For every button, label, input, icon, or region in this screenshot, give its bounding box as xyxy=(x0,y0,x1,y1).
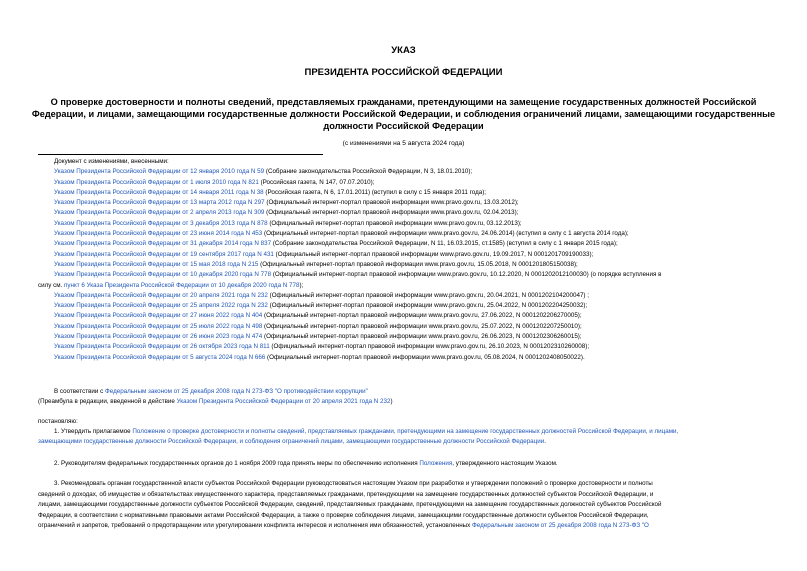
paragraph-text: ограничений и запретов, требований о предотвращении или урегулировании конфликта интересов и исполнения ими обязанностей, установленных xyxy=(38,522,472,530)
amendment-link[interactable]: Указом Президента Российской Федерации от 19 сентября 2017 года N 431 xyxy=(54,250,274,258)
amendment-link[interactable]: Указом Президента Российской Федерации от 26 июня 2023 года N 474 xyxy=(54,333,263,341)
amendment-link[interactable]: Указом Президента Российской Федерации от 27 июня 2022 года N 404 xyxy=(54,312,263,320)
regulation-link[interactable]: Положения xyxy=(419,460,453,467)
change-item xyxy=(38,250,790,260)
decree-heading: УКАЗ xyxy=(391,45,416,56)
change-item xyxy=(38,332,790,342)
amendment-source: (Официальный интернет-портал правовой информации www.pravo.gov.ru, 13.03.2012); xyxy=(264,199,519,207)
change-item xyxy=(38,198,790,208)
title-line: должности Российской Федерации xyxy=(323,121,484,131)
change-item xyxy=(38,188,790,198)
decree-word: постановляю: xyxy=(38,418,78,425)
change-item xyxy=(38,301,790,311)
preamble-line xyxy=(38,387,780,397)
paragraph-3 xyxy=(38,479,780,532)
amendment-source: (Официальный интернет-портал правовой информации www.pravo.gov.ru, 05.08.2024, N 0001202408050022). xyxy=(265,353,585,361)
change-item xyxy=(38,167,790,177)
amendment-source: (Официальный интернет-портал правовой информации www.pravo.gov.ru, 03.12.2013); xyxy=(267,219,522,227)
amendment-link[interactable]: Указом Президента Российской Федерации от 12 января 2010 года N 59 xyxy=(54,168,265,176)
amendment-source: (Официальный интернет-портал правовой информации www.pravo.gov.ru, 10.12.2020, N 0001202012100030) (о порядке вступления в xyxy=(271,271,662,279)
change-item xyxy=(38,342,790,352)
paragraph-line xyxy=(38,437,780,447)
amendment-link[interactable]: Указом Президента Российской Федерации от 1 июля 2010 года N 821 xyxy=(54,178,259,186)
preamble-note xyxy=(38,397,780,407)
amendment-source: (Официальный интернет-портал правовой информации www.pravo.gov.ru, 24.06.2014) (вступил в силу с 1 августа 2014 года); xyxy=(262,230,629,238)
amendment-link[interactable]: Указом Президента Российской Федерации от 25 апреля 2022 года N 232 xyxy=(54,302,268,310)
change-item xyxy=(38,291,790,301)
decree-issuer: ПРЕЗИДЕНТА РОССИЙСКОЙ ФЕДЕРАЦИИ xyxy=(304,67,503,78)
amendment-link[interactable]: Указом Президента Российской Федерации от 20 апреля 2021 года N 232 xyxy=(176,398,391,406)
paragraph-2 xyxy=(38,459,780,469)
amendment-link[interactable]: Указом Президента Российской Федерации от 26 октября 2023 года N 811 xyxy=(54,343,270,351)
paragraph-text: . xyxy=(544,438,546,446)
paragraph-text: 2. Руководителям федеральных государственных органов до 1 ноября 2009 года принять меры по обеспечению исполнения xyxy=(54,460,420,467)
document-title xyxy=(28,96,779,132)
federal-law-link[interactable]: Федеральным законом от 25 декабря 2008 года N 273-ФЗ "О противодействии коррупции" xyxy=(104,388,368,395)
change-item xyxy=(38,239,790,249)
continuation-text: силу см. xyxy=(38,281,65,289)
amendment-link[interactable]: Указом Президента Российской Федерации от 23 июня 2014 года N 453 xyxy=(54,230,263,238)
amendment-link[interactable]: Указом Президента Российской Федерации от 14 января 2011 года N 38 xyxy=(54,188,264,196)
regulation-link[interactable]: Положение о проверке достоверности и полноты сведений, представляемых гражданами, претендующими на замещение государственных должностей Российской Федерации, и лицами, xyxy=(132,428,679,435)
change-item xyxy=(38,260,790,270)
regulation-link[interactable]: замещающими государственные должности Российской Федерации, и соблюдения ограничений лицами, замещающими государственные должности Российской Федерации xyxy=(38,438,545,446)
title-line: Федерации, и лицами, замещающими государственные должности Российской Федерации, и соблюдения ограничений лицами, замещающими государственные xyxy=(31,109,776,119)
preamble-note-text: (Преамбула в редакции, введенной в действие xyxy=(38,398,177,406)
change-item-continuation xyxy=(38,281,790,291)
amendment-source: (Официальный интернет-портал правовой информации www.pravo.gov.ru, 25.07.2022, N 0001202207250010); xyxy=(262,322,582,330)
paragraph-line xyxy=(38,459,780,469)
amendment-source: (Официальный интернет-портал правовой информации www.pravo.gov.ru, 26.10.2023, N 0001202310260008); xyxy=(269,343,590,351)
paragraph-1 xyxy=(38,427,780,448)
amendment-link[interactable]: Указом Президента Российской Федерации от 20 апреля 2021 года N 232 xyxy=(54,291,268,299)
continuation-text: ); xyxy=(299,281,304,289)
change-item xyxy=(38,353,790,363)
paragraph-line: сведений о доходах, об имуществе и обязательствах имущественного характера, представляемых гражданами, претендующими на замещение государственных должностей субъектов Российской Федерации, и xyxy=(38,490,654,498)
amendment-source: (Официальный интернет-портал правовой информации www.pravo.gov.ru, 15.05.2018, N 0001201805150038); xyxy=(258,260,578,268)
paragraph-line: Федерации, в соответствии с нормативными правовыми актами Российской Федерации, а также о проверке соблюдения лицами, замещающими государственные должности субъектов Российской Федерации, xyxy=(38,511,649,519)
change-item xyxy=(38,229,790,239)
amendment-source: (Российская газета, N 6, 17.01.2011) (вступил в силу с 15 января 2011 года); xyxy=(263,188,487,196)
amendment-link[interactable]: Указом Президента Российской Федерации от 15 мая 2018 года N 215 xyxy=(54,260,259,268)
paragraph-line xyxy=(38,427,780,437)
paragraph-line xyxy=(38,521,780,532)
paragraph-line: лицами, замещающими государственные должности субъектов Российской Федерации, сведений, представляемых гражданами, претендующими на замещение государственных должностей субъектов Российской xyxy=(38,501,662,509)
amendment-link[interactable]: Указом Президента Российской Федерации от 10 декабря 2020 года N 778 xyxy=(54,271,272,279)
change-item xyxy=(38,322,790,332)
amendment-source: (Официальный интернет-портал правовой информации www.pravo.gov.ru, 20.04.2021, N 0001202104200047) ; xyxy=(267,291,589,299)
change-item xyxy=(38,311,790,321)
preamble xyxy=(38,387,780,408)
amendment-source: (Официальный интернет-портал правовой информации www.pravo.gov.ru, 25.04.2022, N 0001202204250032); xyxy=(267,302,588,310)
amendment-source: (Собрание законодательства Российской Федерации, N 11, 16.03.2015, ст.1585) (вступил в силу с 1 января 2015 года); xyxy=(271,240,618,248)
change-item xyxy=(38,219,790,229)
changes-list xyxy=(38,157,790,363)
title-line: О проверке достоверности и полноты сведений, представляемых гражданами, претендующими на замещение государственных должностей Российской xyxy=(50,97,757,107)
amendment-link[interactable]: Указом Президента Российской Федерации от 3 декабря 2013 года N 878 xyxy=(54,219,268,227)
change-item xyxy=(38,178,790,188)
preamble-note-text: ) xyxy=(390,398,393,406)
change-item xyxy=(38,208,790,218)
amendment-link[interactable]: Указом Президента Российской Федерации от 13 марта 2012 года N 297 xyxy=(54,199,265,207)
amendment-source: (Собрание законодательства Российской Федерации, N 3, 18.01.2010); xyxy=(264,168,473,176)
clause-link[interactable]: пункт 6 Указа Президента Российской Федерации от 10 декабря 2020 года N 778 xyxy=(64,281,300,289)
paragraph-text: , утвержденного настоящим Указом. xyxy=(452,460,558,467)
paragraph-text: 1. Утвердить прилагаемое xyxy=(54,428,133,435)
changes-heading: Документ с изменениями, внесенными: xyxy=(54,158,169,165)
amendment-link[interactable]: Указом Президента Российской Федерации от 2 апреля 2013 года N 309 xyxy=(54,209,265,217)
change-item xyxy=(38,270,790,280)
preamble-text: В соответствии с xyxy=(54,388,105,395)
amendment-source: (Официальный интернет-портал правовой информации www.pravo.gov.ru, 02.04.2013); xyxy=(264,209,519,217)
paragraph-line: 3. Рекомендовать органам государственной власти субъектов Российской Федерации руководствоваться настоящим Указом при разработке и утверждении положений о проверке достоверности и полноты xyxy=(54,480,653,487)
amendment-link[interactable]: Указом Президента Российской Федерации от 31 декабря 2014 года N 837 xyxy=(54,240,272,248)
amendment-link[interactable]: Указом Президента Российской Федерации от 5 августа 2024 года N 666 xyxy=(54,353,266,361)
divider xyxy=(38,154,323,155)
amendment-source: (Официальный интернет-портал правовой информации www.pravo.gov.ru, 27.06.2022, N 0001202206270005); xyxy=(262,312,582,320)
federal-law-link[interactable]: Федеральным законом от 25 декабря 2008 года N 273-ФЗ "О xyxy=(472,522,649,530)
editions-note: (с изменениями на 5 августа 2024 года) xyxy=(342,140,465,147)
amendment-source: (Официальный интернет-портал правовой информации www.pravo.gov.ru, 19.09.2017, N 0001201709190033); xyxy=(273,250,594,258)
amendment-link[interactable]: Указом Президента Российской Федерации от 25 июля 2022 года N 498 xyxy=(54,322,263,330)
amendment-source: (Российская газета, N 147, 07.07.2010); xyxy=(258,178,375,186)
amendment-source: (Официальный интернет-портал правовой информации www.pravo.gov.ru, 26.06.2023, N 0001202306260015); xyxy=(262,333,582,341)
